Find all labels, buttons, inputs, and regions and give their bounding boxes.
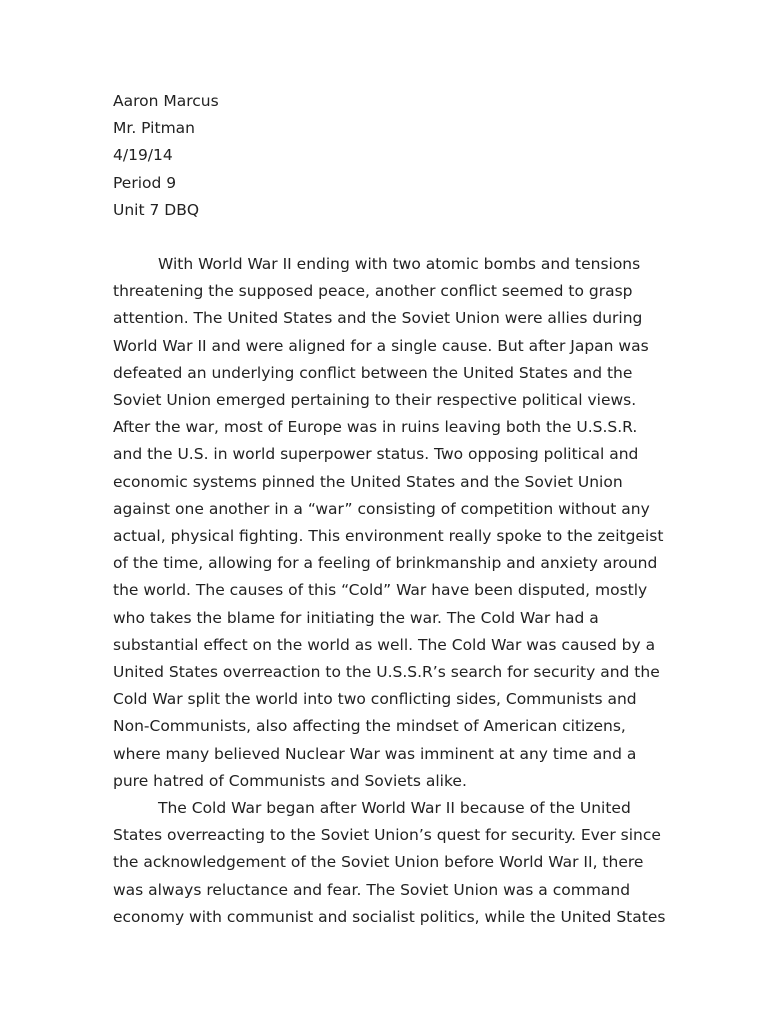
paragraph-1 [113, 251, 673, 795]
text-line: After the war, most of Europe was in ruins leaving both the U.S.S.R. [113, 418, 638, 437]
text-line: pure hatred of Communists and Soviets alike. [113, 771, 467, 790]
text-line: the acknowledgement of the Soviet Union before World War II, there [113, 853, 644, 872]
author-name: Aaron Marcus [113, 92, 219, 110]
class-period: Period 9 [113, 173, 177, 192]
text-line: actual, physical fighting. This environment really spoke to the zeitgeist [113, 527, 664, 546]
text-line: United States overreaction to the U.S.S.R’s search for security and the [113, 663, 660, 682]
text-line: economy with communist and socialist politics, while the United States [113, 907, 666, 926]
text-line: the world. The causes of this “Cold” War have been disputed, mostly [113, 581, 648, 600]
text-line: Non-Communists, also affecting the mindset of American citizens, [113, 717, 626, 736]
text-line: where many believed Nuclear War was imminent at any time and a [113, 744, 637, 763]
text-line: attention. The United States and the Soviet Union were allies during [113, 309, 643, 328]
assignment-title: Unit 7 DBQ [113, 200, 200, 219]
text-line: was always reluctance and fear. The Soviet Union was a command [113, 880, 631, 899]
document-date: 4/19/14 [113, 146, 173, 165]
text-line: Soviet Union emerged pertaining to their respective political views. [113, 391, 637, 410]
text-line: Cold War split the world into two conflicting sides, Communists and [113, 690, 637, 709]
text-line: defeated an underlying conflict between the United States and the [113, 363, 633, 382]
text-line: economic systems pinned the United States and the Soviet Union [113, 472, 623, 491]
text-line: and the U.S. in world superpower status. Two opposing political and [113, 445, 639, 464]
text-line: of the time, allowing for a feeling of brinkmanship and anxiety around [113, 554, 658, 573]
text-line: The Cold War began after World War II because of the United [158, 799, 631, 818]
text-line: World War II and were aligned for a single cause. But after Japan was [113, 336, 649, 355]
teacher-name: Mr. Pitman [113, 119, 195, 138]
text-line: With World War II ending with two atomic bombs and tensions [158, 255, 641, 273]
essay-body [113, 251, 673, 931]
text-line: threatening the supposed peace, another conflict seemed to grasp [113, 282, 633, 301]
text-line: substantial effect on the world as well. The Cold War was caused by a [113, 635, 656, 654]
text-line: States overreacting to the Soviet Union’s quest for security. Ever since [113, 826, 661, 845]
text-line: who takes the blame for initiating the war. The Cold War had a [113, 608, 599, 627]
text-line: against one another in a “war” consisting of competition without any [113, 499, 650, 518]
paragraph-2 [113, 795, 673, 931]
document-header [113, 88, 673, 224]
